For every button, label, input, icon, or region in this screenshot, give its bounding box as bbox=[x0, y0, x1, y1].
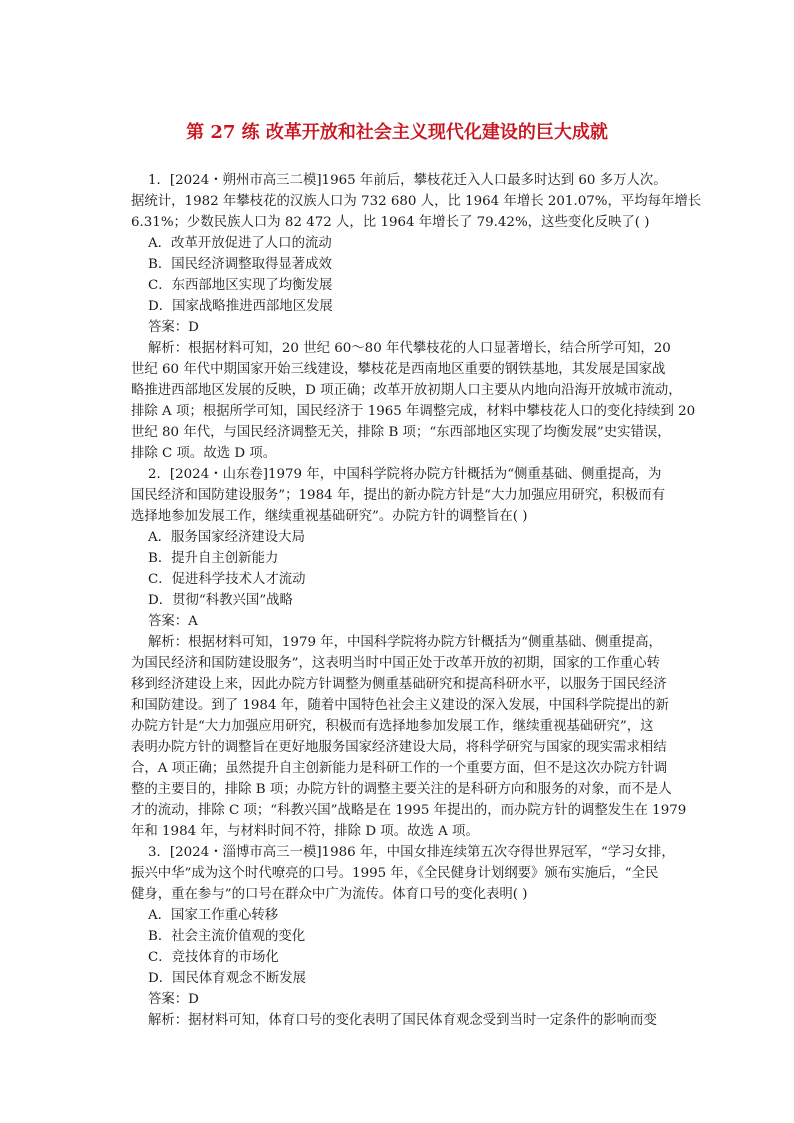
question-stem-line: 2．[2024・山东卷]1979 年，中国科学院将办院方针概括为“侧重基础、侧重提高，为 bbox=[148, 467, 662, 482]
page-title: 第 27 练 改革开放和社会主义现代化建设的巨大成就 bbox=[186, 122, 608, 143]
analysis-line: 整的主要目的，排除 B 项；办院方针的调整主要关注的是科研方向和服务的对象，而不是人 bbox=[131, 782, 672, 797]
analysis-line: 年和 1984 年，与材料时间不符，排除 D 项。故选 A 项。 bbox=[131, 824, 479, 839]
analysis-line: 世纪 60 年代中期国家开始三线建设，攀枝花是西南地区重要的钢铁基地，其发展是国家战 bbox=[131, 362, 666, 377]
question-stem-line: 振兴中华”成为这个时代嘹亮的口号。1995 年，《全民健身计划纲要》颁布实施后，“全民 bbox=[131, 866, 659, 881]
option-b: B．社会主流价值观的变化 bbox=[148, 929, 306, 944]
analysis-line: 略推进西部地区发展的反映，D 项正确；改革开放初期人口主要从内地向沿海开放城市流动， bbox=[131, 383, 682, 398]
analysis-line: 为国民经济和国防建设服务”，这表明当时中国正处于改革开放的初期，国家的工作重心转 bbox=[131, 656, 661, 671]
option-b: B．国民经济调整取得显著成效 bbox=[148, 257, 332, 272]
analysis-line: 解析：根据材料可知，20 世纪 60～80 年代攀枝花的人口显著增长，结合所学可知，20 bbox=[148, 341, 671, 356]
option-d: D．国民体育观念不断发展 bbox=[148, 971, 307, 986]
answer-line: 答案：A bbox=[148, 614, 198, 629]
analysis-line: 排除 C 项。故选 D 项。 bbox=[131, 446, 277, 461]
question-stem-line: 选择地参加发展工作，继续重视基础研究”。办院方针的调整旨在( ) bbox=[131, 509, 528, 524]
analysis-line: 解析：据材料可知，体育口号的变化表明了国民体育观念受到当时一定条件的影响而变 bbox=[148, 1013, 657, 1028]
option-c: C．促进科学技术人才流动 bbox=[148, 572, 306, 587]
answer-line: 答案：D bbox=[148, 320, 199, 335]
analysis-line: 排除 A 项；根据所学可知，国民经济于 1965 年调整完成，材料中攀枝花人口的变化持续到 20 bbox=[131, 404, 696, 419]
option-b: B．提升自主创新能力 bbox=[148, 551, 279, 566]
analysis-line: 才的流动，排除 C 项；“科教兴国”战略是在 1995 年提出的，而办院方针的调整发生在 1979 bbox=[131, 803, 687, 818]
option-a: A．国家工作重心转移 bbox=[148, 908, 279, 923]
option-d: D．贯彻“科教兴国”战略 bbox=[148, 593, 293, 608]
analysis-line: 办院方针是“大力加强应用研究，积极而有选择地参加发展工作，继续重视基础研究”，这 bbox=[131, 719, 654, 734]
analysis-line: 合，A 项正确；虽然提升自主创新能力是科研工作的一个重要方面，但不是这次办院方针调 bbox=[131, 761, 668, 776]
option-a: A．改革开放促进了人口的流动 bbox=[148, 236, 332, 251]
question-stem-line: 3．[2024・淄博市高三一模]1986 年，中国女排连续第五次夺得世界冠军，“学习女排， bbox=[148, 845, 675, 860]
question-stem-line: 健身，重在参与”的口号在群众中广为流传。体育口号的变化表明( ) bbox=[131, 887, 528, 902]
analysis-line: 世纪 80 年代，与国民经济调整无关，排除 B 项；“东西部地区实现了均衡发展”史实错误， bbox=[131, 425, 671, 440]
analysis-line: 表明办院方针的调整旨在更好地服务国家经济建设大局，将科学研究与国家的现实需求相结 bbox=[131, 740, 667, 755]
analysis-line: 解析：根据材料可知，1979 年，中国科学院将办院方针概括为“侧重基础、侧重提高， bbox=[148, 635, 662, 650]
option-a: A．服务国家经济建设大局 bbox=[148, 530, 305, 545]
analysis-line: 和国防建设。到了 1984 年，随着中国特色社会主义建设的深入发展，中国科学院提出的新 bbox=[131, 698, 670, 713]
question-stem-line: 据统计，1982 年攀枝花的汉族人口为 732 680 人，比 1964 年增长 201.07%，平均每年增长 bbox=[131, 194, 702, 209]
option-c: C．竞技体育的市场化 bbox=[148, 950, 279, 965]
option-c: C．东西部地区实现了均衡发展 bbox=[148, 278, 333, 293]
question-stem-line: 1．[2024・朔州市高三二模]1965 年前后，攀枝花迁入人口最多时达到 60 多万人次。 bbox=[148, 173, 667, 188]
option-d: D．国家战略推进西部地区发展 bbox=[148, 299, 333, 314]
answer-line: 答案：D bbox=[148, 992, 199, 1007]
analysis-line: 移到经济建设上来，因此办院方针调整为侧重基础研究和提高科研水平，以服务于国民经济 bbox=[131, 677, 667, 692]
question-stem-line: 6.31%；少数民族人口为 82 472 人，比 1964 年增长了 79.42%，这些变化反映了( ) bbox=[131, 215, 650, 230]
question-stem-line: 国民经济和国防建设服务”；1984 年，提出的新办院方针是“大力加强应用研究，积极而有 bbox=[131, 488, 666, 503]
